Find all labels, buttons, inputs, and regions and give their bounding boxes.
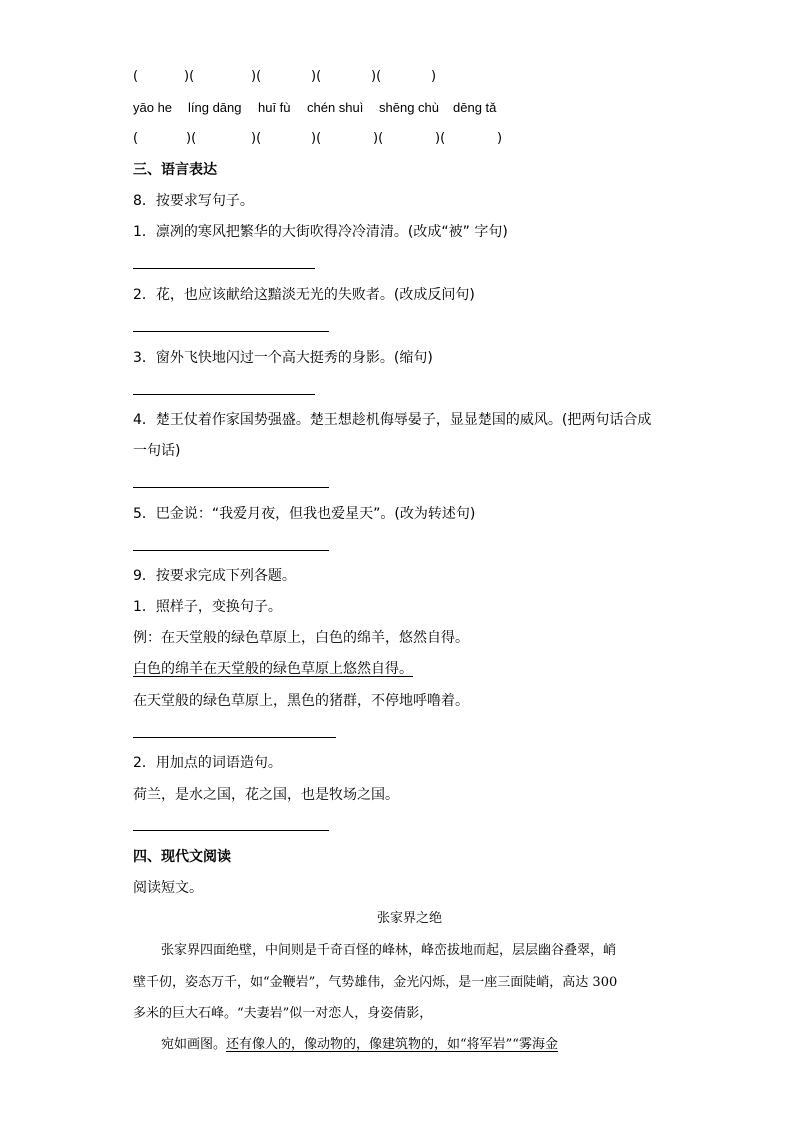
bracket: )( bbox=[373, 131, 384, 146]
q8-item-4-cont: 一句话) bbox=[133, 443, 181, 459]
q8-item-4: 4．楚王仗着作家国势强盛。楚王想趁机侮辱晏子，显显楚国的威风。(把两句话合成 bbox=[133, 412, 652, 428]
q9-example-answer: 白色的绵羊在天堂般的绿色草原上悠然自得。 bbox=[133, 661, 413, 677]
bracket: ( bbox=[133, 69, 139, 84]
q9-sub-2: 2．用加点的词语造句。 bbox=[133, 755, 282, 771]
pinyin-item: huī fù bbox=[258, 100, 291, 115]
bracket: )( bbox=[371, 69, 382, 84]
q8-item-3: 3．窗外飞快地闪过一个高大挺秀的身影。(缩句) bbox=[133, 350, 433, 366]
q9-example: 例：在天堂般的绿色草原上，白色的绵羊，悠然自得。 bbox=[133, 630, 469, 646]
paragraph-2-start: 宛如画图。 bbox=[161, 1037, 227, 1052]
answer-line[interactable] bbox=[133, 331, 329, 332]
q8-title: 8．按要求写句子。 bbox=[133, 193, 254, 209]
paragraph-2-underlined: 还有像人的，像动物的，像建筑物的，如“将军岩”“雾海金 bbox=[226, 1037, 558, 1052]
pinyin-item: chén shuì bbox=[307, 100, 364, 115]
article-paragraph-2 bbox=[161, 1036, 691, 1054]
bracket: )( bbox=[251, 131, 262, 146]
pinyin-item: dēng tǎ bbox=[453, 100, 497, 115]
article-title: 张家界之绝 bbox=[377, 911, 443, 926]
article-line: 张家界四面绝壁，中间则是千奇百怪的峰林，峰峦拔地而起，层层幽谷叠翠，峭 bbox=[161, 943, 617, 958]
answer-line[interactable] bbox=[133, 487, 329, 488]
q9-sub-1: 1．照样子，变换句子。 bbox=[133, 599, 282, 615]
answer-line[interactable] bbox=[133, 394, 315, 395]
bracket: ) bbox=[431, 69, 437, 84]
bracket-row-2 bbox=[133, 130, 693, 148]
bracket-row-1 bbox=[133, 68, 693, 86]
bracket: )( bbox=[184, 69, 195, 84]
pinyin-item: líng dāng bbox=[188, 100, 242, 115]
answer-line[interactable] bbox=[133, 830, 329, 831]
q8-item-1: 1．凛冽的寒风把繁华的大街吹得冷冷清清。(改成“被” 字句) bbox=[133, 224, 508, 240]
article-line: 多米的巨大石峰。“夫妻岩”似一对恋人，身姿倩影， bbox=[133, 1006, 433, 1021]
q8-item-5: 5．巴金说：“我爱月夜，但我也爱星天”。(改为转述句) bbox=[133, 506, 476, 522]
bracket: ) bbox=[497, 131, 503, 146]
answer-line[interactable] bbox=[133, 550, 329, 551]
bracket: )( bbox=[251, 69, 262, 84]
bracket: )( bbox=[311, 131, 322, 146]
bracket: )( bbox=[435, 131, 446, 146]
bracket: ( bbox=[133, 131, 139, 146]
bracket: )( bbox=[186, 131, 197, 146]
answer-line[interactable] bbox=[133, 737, 336, 738]
pinyin-item: yāo he bbox=[133, 100, 173, 115]
pinyin-item: shēng chù bbox=[379, 100, 439, 115]
q8-item-2: 2．花，也应该献给这黯淡无光的失败者。(改成反问句) bbox=[133, 287, 475, 303]
bracket: )( bbox=[311, 69, 322, 84]
article-line: 壁千仞，姿态万千，如“金鞭岩”，气势雄伟，金光闪烁，是一座三面陡峭，高达 300 bbox=[133, 975, 618, 990]
reading-intro: 阅读短文。 bbox=[133, 880, 203, 896]
answer-line[interactable] bbox=[133, 268, 315, 269]
q9-practice: 在天堂般的绿色草原上，黑色的猪群，不停地呼噜着。 bbox=[133, 693, 469, 709]
pinyin-row bbox=[133, 99, 693, 117]
q9-sentence: 荷兰，是水之国，花之国，也是牧场之国。 bbox=[133, 787, 399, 803]
q9-title: 9．按要求完成下列各题。 bbox=[133, 568, 296, 584]
section-4-heading: 四、现代文阅读 bbox=[133, 849, 231, 865]
section-3-heading: 三、语言表达 bbox=[133, 162, 217, 178]
